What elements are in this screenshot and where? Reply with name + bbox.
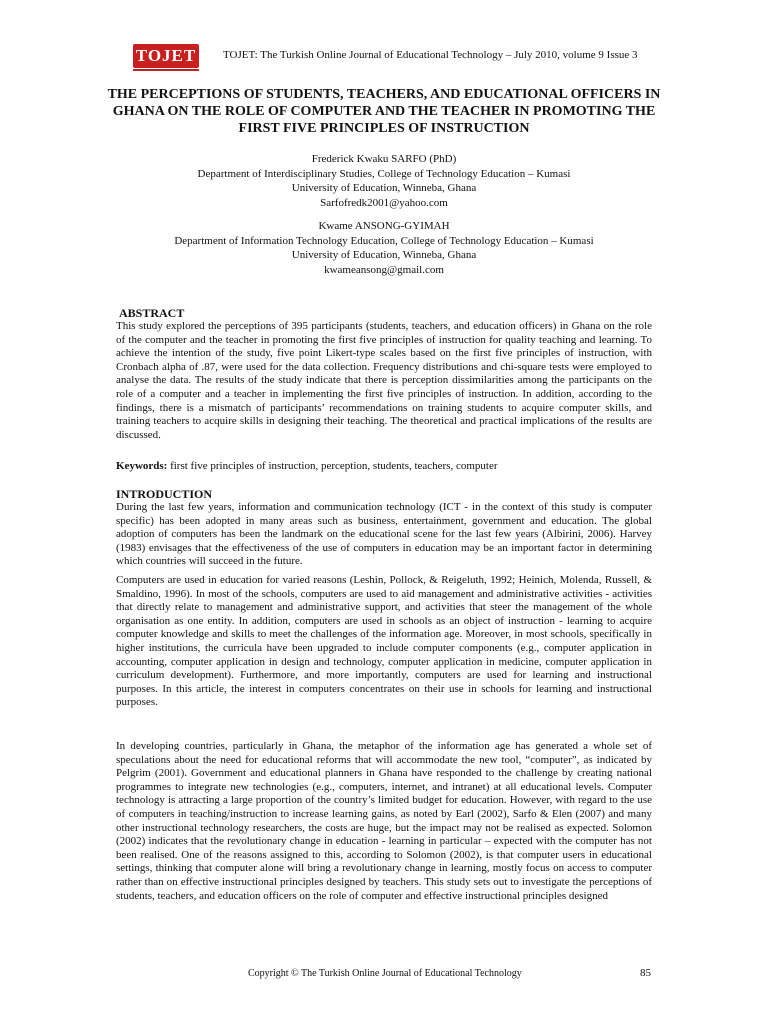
author-department: Department of Information Technology Education, College of Technology Education – Kumasi — [174, 234, 594, 247]
author-block-1 — [100, 152, 668, 210]
abstract-heading: ABSTRACT — [119, 306, 185, 320]
abstract-text — [116, 320, 652, 442]
paragraph: During the last few years, information and communication technology (ICT - in the context of this study is computer specific) has been adopted in many areas such as business, entertainment, government and education. The global adoption of computers has been the landmark on the educational scene for the last few years (Albirini, 2006). Harvey (1983) envisages that the effectiveness of the use of computers in education may be an important factor in determining which countries will succeed in the future. — [116, 501, 652, 568]
author-email: kwameansong@gmail.com — [324, 263, 444, 276]
author-email: Sarfofredk2001@yahoo.com — [320, 196, 448, 209]
author-department: Department of Interdisciplinary Studies, College of Technology Education – Kumasi — [197, 167, 571, 180]
intro-paragraph-2 — [116, 574, 652, 710]
paragraph: Computers are used in education for varied reasons (Leshin, Pollock, & Reigeluth, 1992; Heinich, Molenda, Russell, & Smaldino, 1996). In most of the schools, computers are used to aid management and administrative activities - activities that directly relate to management and administrative support, and activities that steer the management of the whole organisation as one entity. In addition, computers are used in schools as an object of instruction - learning to acquire computer knowledge and skills to meet the challenges of the information age. Moreover, in most schools, specifically in higher institutions, the curricula have been upgraded to include computer components (e.g., computer application in accounting, computer application in design and technology, computer application in medicine, computer application in curriculum development). Furthermore, and more importantly, computers are used for learning and instructional purposes. In this article, the interest in computers concentrates on their use in schools for learning and instructional purposes. — [116, 574, 652, 709]
author-name: Kwame ANSONG-GYIMAH — [318, 220, 450, 232]
footer-copyright: Copyright © The Turkish Online Journal of Educational Technology — [248, 968, 522, 979]
author-university: University of Education, Winneba, Ghana — [291, 249, 477, 261]
keywords-list: first five principles of instruction, perception, students, teachers, computer — [167, 460, 498, 472]
paragraph: In developing countries, particularly in Ghana, the metaphor of the information age has generated a whole set of speculations about the need for educational reforms that will accommodate the new tool, “computer”, as indicated by Pelgrim (2001). Government and educational planners in Ghana have responded to the challenge by creating national programmes to integrate new technologies (e.g., computers, internet, and intranet) at all educational levels. Computer technology is attracting a large proportion of the country’s limited budget for education. However, with regard to the use of computers in teaching/instruction to increase learning gains, as noted by Earl (2002), Sarfo & Elen (2007) and many other instructional technology researchers, the costs are huge, but the impact may not be realised as expected. Solomon (2002) indicates that the revolutionary change in education - learning in particular – expected with the computer has not been realised. One of the reasons assigned to this, according to Solomon (2002), is that computer users in educational settings, thinking that computer alone will bring a revolutionary change in learning, mostly focus on access to computer rather than on effective instructional principles designed by teachers. This study sets out to investigate the perceptions of students, teachers, and education officers on the role of computer and effective instructional principles designed — [116, 740, 652, 902]
paper-title: THE PERCEPTIONS OF STUDENTS, TEACHERS, AND EDUCATIONAL OFFICERS IN GHANA ON THE ROLE OF COMPUTER AND THE TEACHER IN PROMOTING THE FIRST FIVE PRINCIPLES OF INSTRUCTION — [107, 87, 661, 136]
author-block-2 — [100, 219, 668, 277]
intro-paragraph-3 — [116, 740, 652, 903]
keywords-line — [116, 460, 498, 472]
intro-paragraph-1 — [116, 501, 652, 569]
keywords-label: Keywords: — [116, 460, 168, 472]
journal-citation: TOJET: The Turkish Online Journal of Educational Technology – July 2010, volume 9 Issue 3 — [223, 49, 638, 61]
page-header — [133, 44, 673, 72]
abstract-paragraph: This study explored the perceptions of 395 participants (students, teachers, and education officers) in Ghana on the role of the computer and the teacher in promoting the first five principles of instruction for quality teaching and learning. To achieve the intention of the study, five point Likert-type scales based on the first five principles of instruction, with Cronbach alpha of .87, were used for the data collection. Frequency distributions and chi-square tests were employed to analyse the data. The results of the study indicate that there is perception dissimilarities among the participants on the role of a computer and a teacher in implementing the first five principles of instruction. In addition, according to the findings, there is a mismatch of participants’ recommendations on training students to acquire computer skills, and training teachers to acquire skills in designing their teaching. The theoretical and practical implications of the results are discussed. — [116, 320, 652, 441]
page-number: 85 — [640, 967, 651, 979]
author-university: University of Education, Winneba, Ghana — [291, 182, 477, 194]
tojet-logo: TOJET — [133, 44, 199, 68]
introduction-heading: INTRODUCTION — [116, 487, 213, 501]
author-name: Frederick Kwaku SARFO (PhD) — [311, 153, 457, 165]
